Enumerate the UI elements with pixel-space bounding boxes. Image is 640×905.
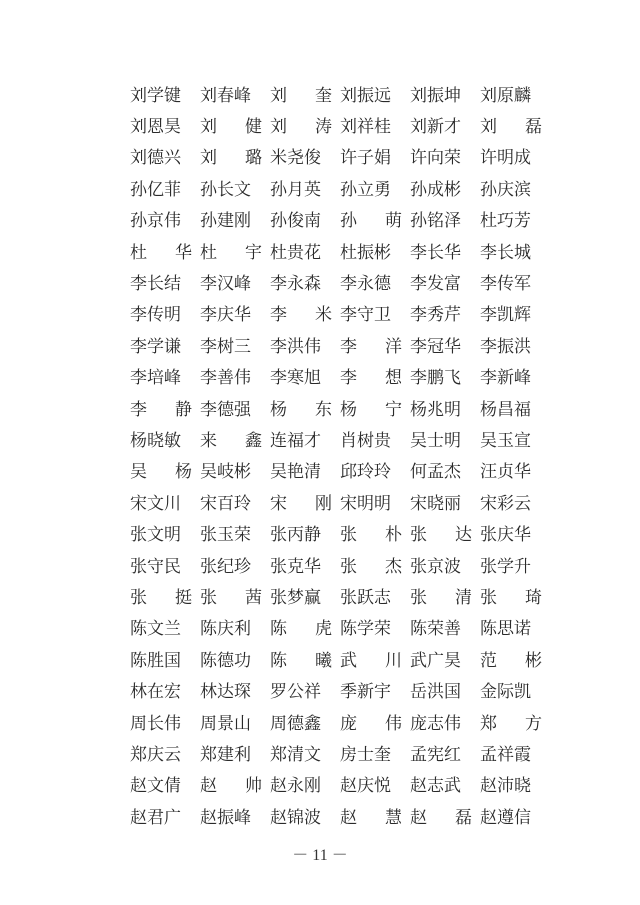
- name-entry: 季新宇: [340, 682, 391, 703]
- name-entry: 郑建利: [200, 744, 251, 765]
- name-entry: 张守民: [130, 556, 181, 577]
- name-entry: 李长城: [480, 242, 531, 263]
- name-entry: 宋明明: [340, 493, 391, 514]
- name-entry: 宋彩云: [480, 493, 531, 514]
- name-entry: 李秀芹: [410, 305, 461, 326]
- name-entry: 陈 虎: [270, 619, 332, 640]
- name-entry: 罗公祥: [270, 682, 321, 703]
- name-entry: 孙俊南: [270, 211, 321, 232]
- name-entry: 赵沛晓: [480, 776, 531, 797]
- name-entry: 李树三: [200, 336, 251, 357]
- name-entry: 李守卫: [340, 305, 391, 326]
- name-entry: 许明成: [480, 148, 531, 169]
- name-entry: 郑庆云: [130, 744, 181, 765]
- name-entry: 孙 萌: [340, 211, 402, 232]
- name-entry: 张丙静: [270, 525, 321, 546]
- name-entry: 吴玉宣: [480, 430, 531, 451]
- name-entry: 武 川: [340, 650, 402, 671]
- name-entry: 李振洪: [480, 336, 531, 357]
- name-entry: 张纪珍: [200, 556, 251, 577]
- name-entry: 孙月英: [270, 179, 321, 200]
- name-entry: 李 米: [270, 305, 332, 326]
- name-entry: 李长结: [130, 274, 181, 295]
- name-entry: 吴 杨: [130, 462, 192, 483]
- name-entry: 孙建刚: [200, 211, 251, 232]
- name-entry: 孙成彬: [410, 179, 461, 200]
- name-entry: 孙亿菲: [130, 179, 181, 200]
- name-entry: 杨 宁: [340, 399, 402, 420]
- name-entry: 杜贵花: [270, 242, 321, 263]
- name-entry: 张跃志: [340, 587, 391, 608]
- name-entry: 林达琛: [200, 682, 251, 703]
- name-entry: 张 杰: [340, 556, 402, 577]
- name-entry: 刘 涛: [270, 117, 332, 138]
- name-entry: 赵永刚: [270, 776, 321, 797]
- name-entry: 陈学荣: [340, 619, 391, 640]
- name-entry: 张京波: [410, 556, 461, 577]
- name-entry: 许子娟: [340, 148, 391, 169]
- name-entry: 李长华: [410, 242, 461, 263]
- name-entry: 刘 健: [200, 117, 262, 138]
- name-entry: 杨兆明: [410, 399, 461, 420]
- name-entry: 张学升: [480, 556, 531, 577]
- name-entry: 肖树贵: [340, 430, 391, 451]
- name-entry: 李庆华: [200, 305, 251, 326]
- name-entry: 宋文川: [130, 493, 181, 514]
- name-entry: 张玉荣: [200, 525, 251, 546]
- name-entry: 郑清文: [270, 744, 321, 765]
- name-entry: 吴岐彬: [200, 462, 251, 483]
- name-entry: 宋 刚: [270, 493, 332, 514]
- name-entry: 刘振坤: [410, 85, 461, 106]
- name-entry: 李新峰: [480, 368, 531, 389]
- name-entry: 赵振峰: [200, 807, 251, 828]
- name-entry: 李汉峰: [200, 274, 251, 295]
- name-entry: 武广昊: [410, 650, 461, 671]
- name-entry: 杨晓敏: [130, 430, 181, 451]
- name-entry: 房士奎: [340, 744, 391, 765]
- name-entry: 金际凯: [480, 682, 531, 703]
- name-entry: 连福才: [270, 430, 321, 451]
- name-entry: 来 鑫: [200, 430, 262, 451]
- name-entry: 张 清: [410, 587, 472, 608]
- name-entry: 李发富: [410, 274, 461, 295]
- name-entry: 刘德兴: [130, 148, 181, 169]
- name-entry: 李鹏飞: [410, 368, 461, 389]
- name-list-grid: [130, 80, 550, 833]
- name-entry: 张文明: [130, 525, 181, 546]
- name-entry: 陈思诺: [480, 619, 531, 640]
- name-entry: 岳洪国: [410, 682, 461, 703]
- name-entry: 刘原麟: [480, 85, 531, 106]
- name-entry: 赵 帅: [200, 776, 262, 797]
- name-entry: 张 琦: [480, 587, 542, 608]
- name-entry: 陈庆利: [200, 619, 251, 640]
- name-entry: 杨 东: [270, 399, 332, 420]
- name-entry: 刘恩昊: [130, 117, 181, 138]
- name-entry: 张 达: [410, 525, 472, 546]
- name-entry: 庞 伟: [340, 713, 402, 734]
- name-entry: 陈文兰: [130, 619, 181, 640]
- name-entry: 赵遵信: [480, 807, 531, 828]
- name-entry: 孙庆滨: [480, 179, 531, 200]
- name-entry: 张 挺: [130, 587, 192, 608]
- name-entry: 周景山: [200, 713, 251, 734]
- name-entry: 杜振彬: [340, 242, 391, 263]
- name-entry: 庞志伟: [410, 713, 461, 734]
- name-entry: 吴艳清: [270, 462, 321, 483]
- name-entry: 张 朴: [340, 525, 402, 546]
- name-entry: 杜巧芳: [480, 211, 531, 232]
- name-entry: 李 想: [340, 368, 402, 389]
- name-entry: 李善伟: [200, 368, 251, 389]
- name-entry: 刘 磊: [480, 117, 542, 138]
- name-entry: 李 静: [130, 399, 192, 420]
- name-entry: 孙铭泽: [410, 211, 461, 232]
- name-entry: 刘新才: [410, 117, 461, 138]
- name-entry: 李传明: [130, 305, 181, 326]
- name-entry: 杜 宇: [200, 242, 262, 263]
- name-entry: 赵文倩: [130, 776, 181, 797]
- name-entry: 许向荣: [410, 148, 461, 169]
- name-entry: 李 洋: [340, 336, 402, 357]
- name-entry: 赵 磊: [410, 807, 472, 828]
- name-entry: 李培峰: [130, 368, 181, 389]
- name-entry: 林在宏: [130, 682, 181, 703]
- name-entry: 张 茜: [200, 587, 262, 608]
- name-entry: 李洪伟: [270, 336, 321, 357]
- name-entry: 李永德: [340, 274, 391, 295]
- name-entry: 赵锦波: [270, 807, 321, 828]
- name-entry: 李学谦: [130, 336, 181, 357]
- name-entry: 李永森: [270, 274, 321, 295]
- name-entry: 李传军: [480, 274, 531, 295]
- name-entry: 杜 华: [130, 242, 192, 263]
- name-entry: 邱玲玲: [340, 462, 391, 483]
- name-entry: 李冠华: [410, 336, 461, 357]
- name-entry: 何孟杰: [410, 462, 461, 483]
- name-entry: 宋晓丽: [410, 493, 461, 514]
- name-entry: 米尧俊: [270, 148, 321, 169]
- name-entry: 范 彬: [480, 650, 542, 671]
- name-entry: 张梦赢: [270, 587, 321, 608]
- name-entry: 周长伟: [130, 713, 181, 734]
- name-entry: 赵君广: [130, 807, 181, 828]
- name-entry: 孟祥霞: [480, 744, 531, 765]
- name-entry: 孙立勇: [340, 179, 391, 200]
- name-entry: 陈胜国: [130, 650, 181, 671]
- name-entry: 刘振远: [340, 85, 391, 106]
- name-entry: 吴士明: [410, 430, 461, 451]
- name-entry: 李寒旭: [270, 368, 321, 389]
- name-entry: 张克华: [270, 556, 321, 577]
- name-entry: 陈 曦: [270, 650, 332, 671]
- name-entry: 郑 方: [480, 713, 542, 734]
- name-entry: 刘祥桂: [340, 117, 391, 138]
- name-entry: 孙长文: [200, 179, 251, 200]
- name-entry: 李德强: [200, 399, 251, 420]
- name-entry: 周德鑫: [270, 713, 321, 734]
- name-entry: 陈荣善: [410, 619, 461, 640]
- name-entry: 刘学键: [130, 85, 181, 106]
- name-entry: 陈德功: [200, 650, 251, 671]
- name-entry: 张庆华: [480, 525, 531, 546]
- name-entry: 孟宪红: [410, 744, 461, 765]
- name-entry: 赵庆悦: [340, 776, 391, 797]
- name-entry: 汪贞华: [480, 462, 531, 483]
- name-entry: 刘 璐: [200, 148, 262, 169]
- name-entry: 宋百玲: [200, 493, 251, 514]
- name-entry: 杨昌福: [480, 399, 531, 420]
- page-number: － 11 －: [292, 847, 348, 864]
- name-entry: 赵 慧: [340, 807, 402, 828]
- name-entry: 李凯辉: [480, 305, 531, 326]
- name-entry: 刘春峰: [200, 85, 251, 106]
- name-entry: 孙京伟: [130, 211, 181, 232]
- name-entry: 刘 奎: [270, 85, 332, 106]
- name-entry: 赵志武: [410, 776, 461, 797]
